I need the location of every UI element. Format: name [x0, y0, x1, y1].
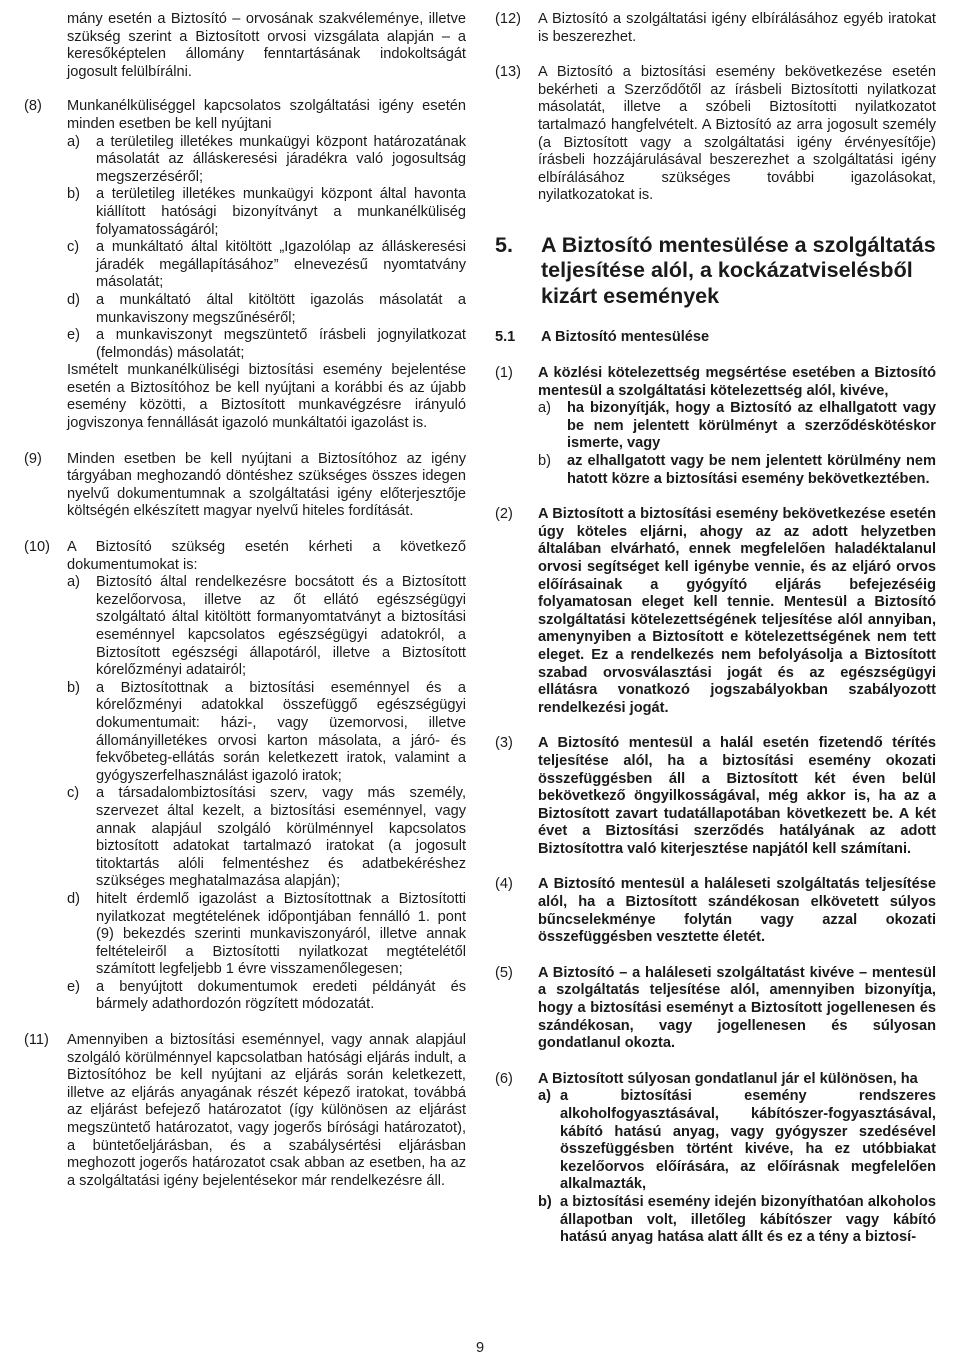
- section-11: [24, 1032, 466, 1190]
- section-number: (11): [24, 1032, 49, 1049]
- clause-1: [495, 365, 936, 488]
- item-letter: a): [538, 1088, 551, 1105]
- clause-text: A Biztosító – a haláleseti szolgáltatást kivéve – mentesül a szolgáltatás teljesítése alól, amennyiben bizonyítja, hogy a biztosítási eseményt a Biztosított jogellenesen és szándékosan, vagy jogellenesen és súlyosan gondatlanul okozta.: [538, 964, 936, 1052]
- item-letter: a): [67, 133, 80, 150]
- clause-number: (1): [495, 365, 513, 382]
- item-text: az elhallgatott vagy be nem jelentett körülmény nem hatott közre a biztosítási esemény bekövetkeztében.: [567, 453, 936, 487]
- section-after-text: Ismételt munkanélküliségi biztosítási esemény bejelentése esetén a Biztosítóhoz be kell nyújtani a korábbi és az újabb esemény közötti, a Biztosított munkavégzésre irányuló jogviszonya fennállását igazoló munkáltatói igazolást is.: [67, 362, 466, 432]
- list-item: [67, 785, 466, 891]
- item-letter: b): [67, 679, 80, 696]
- section-text: A Biztosító szükség esetén kérheti a következő dokumentumokat is:: [67, 539, 466, 573]
- list-item: [67, 292, 466, 327]
- section-text: Munkanélküliséggel kapcsolatos szolgáltatási igény esetén minden esetben be kell nyújtani: [67, 98, 466, 132]
- left-column: [24, 11, 466, 1190]
- list-item: [67, 891, 466, 979]
- item-letter: c): [67, 785, 80, 802]
- section-12: [495, 11, 936, 46]
- item-letter: d): [67, 890, 80, 907]
- list-item: [538, 1194, 936, 1247]
- section-text: A Biztosító a szolgáltatási igény elbírálásához egyéb iratokat is beszerezhet.: [538, 11, 936, 45]
- item-text: ha bizonyítják, hogy a Biztosító az elhallgatott vagy be nem jelentett körülményt a szerződéskötéskor ismerte, vagy: [567, 400, 936, 452]
- section-13: [495, 64, 936, 205]
- list-item: [67, 574, 466, 680]
- list-item: [538, 1088, 936, 1194]
- list-item: [67, 239, 466, 292]
- item-text: hitelt érdemlő igazolást a Biztosítottnak a Biztosítotti nyilatkozat megtételének időpontjában fennálló 1. pont (9) bekezdés szerinti munkaviszonyáról, illetve annak feltételeiről a Biztosítotti nyilatkozat megtételétől számított legfeljebb 1 évre visszamenőlegesen;: [96, 890, 466, 978]
- clause-number: (4): [495, 876, 513, 893]
- clause-text: A Biztosító mentesül a haláleseti szolgáltatás teljesítése alól, ha a Biztosított szándékosan elkövetett súlyos bűncselekménye folytán vagy azzal okozati összefüggésben vesztette életét.: [538, 876, 936, 946]
- item-letter: a): [538, 400, 551, 417]
- item-text: a területileg illetékes munkaügyi központ által havonta kiállított hatósági bizonyítványt a munkanélküliség folyamatosságáról;: [96, 186, 466, 238]
- item-text: a munkáltató által kitöltött „Igazolólap az álláskeresési járadék megállapításához” elnevezésű nyomtatvány másolatát;: [96, 239, 466, 291]
- clause-text: A Biztosított súlyosan gondatlanul jár el különösen, ha: [538, 1070, 918, 1087]
- subsection-heading: [495, 329, 936, 347]
- item-letter: c): [67, 239, 80, 256]
- list-item: [67, 327, 466, 362]
- clause-text: A Biztosított a biztosítási esemény bekövetkezése esetén úgy köteles eljárni, ahogy az az adott helyzetben általában elvárható, ennek megfelelően haladéktalanul orvosi segítséget kell igénybe vennie, és az eljáró orvos előírásainak a gyógyító eljárás befejezéséig folyamatosan eleget kell tennie. Mentesül a Biztosító szolgáltatási kötelezettségének teljesítése alól annyiban, amenynyiben a Biztosított e kötelezettségének nem tett eleget. Ez a rendelkezés nem befolyásolja a Biztosított szabad orvosválasztási jogát és az egészségügyi ellátásra vonatkozó jogszabályokban szabályozott rendelkezési jogát.: [538, 506, 936, 716]
- section-text: Minden esetben be kell nyújtani a Biztosítóhoz az igény tárgyában meghozandó döntéshez szükséges összes idegen nyelvű dokumentumnak a szolgáltatási igény előterjesztője költségén elkészített magyar nyelvű hiteles fordítását.: [67, 450, 466, 520]
- item-text: a Biztosítottnak a biztosítási eseménnyel és a kórelőzményi adatokkal összefüggő egészségügyi dokumentumait: házi-, vagy üzemorvosi, illetve állományilletékes orvosi karton másolata, a járó- és fekvőbeteg-ellátás során keletkezett iratok, valamint a gyógyszerfelhasználást igazoló iratok;: [96, 679, 466, 784]
- chapter-number: 5.: [495, 232, 513, 257]
- item-text: a biztosítási esemény rendszeres alkoholfogyasztásával, kábítószer-fogyasztásával, kábító hatású anyag, vagy gyógyszer szedésével összefüggésben történt kivéve, ha ez utóbbiakat kezelőorvos előírására, az előírásnak megfelelően alkalmazták,: [560, 1088, 936, 1193]
- section-number: (13): [495, 64, 521, 81]
- section-number: (8): [24, 98, 42, 115]
- section-number: (10): [24, 539, 50, 556]
- clause-number: (6): [495, 1070, 513, 1087]
- list-item: [67, 134, 466, 187]
- item-text: a területileg illetékes munkaügyi központ határozatának másolatát az álláskeresési járadékra való jogosultság megszerzéséről;: [96, 133, 466, 185]
- section-text: Amennyiben a biztosítási eseménnyel, vagy annak alapjául szolgáló körülménnyel kapcsolatban hatósági eljárás indult, a Biztosítóhoz be kell nyújtani az eljárás során keletkezett, illetve az eljárás anyagának részét képező iratokat, továbbá az eljárást befejező határozatot (így különösen az eljárást megszüntető határozatot, vagy jogerős bírósági határozatot), a büntetőeljárásban, és a szabálysértési eljárásban meghozott jogerős határozatot csak abban az esetben, ha az a szolgáltatási igény bejelentésekor már rendelkezésre áll.: [67, 1032, 466, 1189]
- item-letter: a): [67, 574, 80, 591]
- section-9: [24, 451, 466, 521]
- clause-4: [495, 876, 936, 946]
- item-text: a benyújtott dokumentumok eredeti példányát és bármely adathordozón rögzített módozatát.: [96, 978, 466, 1013]
- clause-number: (3): [495, 735, 513, 752]
- item-letter: b): [538, 1193, 552, 1210]
- item-letter: e): [67, 978, 80, 995]
- clause-number: (2): [495, 506, 513, 523]
- clause-5: [495, 965, 936, 1053]
- item-letter: d): [67, 291, 80, 308]
- item-text: Biztosító által rendelkezésre bocsátott és a Biztosított kezelőorvosa, illetve az őt ellátó egészségügyi szolgáltató által kitöltött formanyomtatványt a biztosítási eseménnyel kapcsolatos egészségügyi adatokról, a Biztosított egészségi állapotáról, illetve a Biztosított kórelőzményi adatairól;: [96, 574, 466, 679]
- paragraph-intro: [24, 11, 466, 81]
- section-number: (12): [495, 11, 521, 27]
- clause-2: [495, 506, 936, 717]
- clause-text: A közlési kötelezettség megsértése esetében a Biztosító mentesül a szolgáltatási kötelezettség alól, kivéve,: [538, 365, 936, 399]
- list-item: [67, 680, 466, 786]
- clause-number: (5): [495, 964, 513, 981]
- list-item: [538, 453, 936, 488]
- chapter-heading: [495, 233, 936, 310]
- right-column: [495, 11, 936, 1247]
- item-text: a munkáltató által kitöltött igazolás másolatát a munkaviszony megszűnéséről;: [96, 291, 466, 326]
- subsection-title: A Biztosító mentesülése: [541, 329, 710, 346]
- list-item: [67, 979, 466, 1014]
- item-text: a társadalombiztosítási szerv, vagy más személy, szervezet által kezelt, a biztosítási eseménnyel, vagy annak alapjául szolgáló körülménnyel kapcsolatos biztosított adatokat tartalmazó iratokat (a jogosult titoktartás alóli felmentéshez és adatbekéréshez szükséges meghatalmazása alapján);: [96, 785, 466, 890]
- chapter-title: A Biztosító mentesülése a szolgáltatás teljesítése alól, a kockázatviselésből kizárt események: [541, 232, 936, 308]
- section-number: (9): [24, 450, 42, 467]
- section-10: [24, 539, 466, 1014]
- list-item: [538, 400, 936, 453]
- item-text: a biztosítási esemény idején bizonyíthatóan alkoholos állapotban volt, illetőleg kábítószer vagy kábító hatású anyag hatása alatt állt és ez a tény a biztosí-: [560, 1193, 936, 1246]
- clause-6: [495, 1071, 936, 1247]
- list-item: [67, 186, 466, 239]
- item-text: a munkaviszonyt megszüntető írásbeli jognyilatkozat (felmondás) másolatát;: [96, 327, 466, 361]
- clause-text: A Biztosító mentesül a halál esetén fizetendő térítés teljesítése alól, ha a biztosítási esemény okozati összefüggésben áll a Biztosított két éven belül bekövetkező öngyilkosságával, még akkor is, ha az a Biztosított zavart tudatállapotában következett be. A két évet a Biztosítási szerződés hatályának az adott Biztosítottra való kiterjesztése napjától kell számítani.: [538, 735, 936, 857]
- subsection-number: 5.1: [495, 329, 516, 346]
- item-letter: e): [67, 327, 80, 344]
- item-letter: b): [67, 186, 80, 203]
- section-8: [24, 98, 466, 432]
- section-text: A Biztosító a biztosítási esemény bekövetkezése esetén bekérheti a Szerződőtől az írásbeli Biztosítotti nyilatkozat másolatát, illetve a szóbeli Biztosítotti nyilatkozatot tartalmazó hangfelvételt. A Biztosító az arra jogosult személy (a Biztosított vagy a szolgáltatási igény érvényesítője) írásbeli hozzájárulásával beszerezhet a szolgáltatási igény elbírálásához szükséges további igazolásokat, nyilatkozatokat is.: [538, 64, 936, 204]
- item-letter: b): [538, 453, 551, 469]
- intro-text: mány esetén a Biztosító – orvosának szakvéleménye, illetve szükség szerint a Biztosított orvosi vizsgálata alapján – a keresőképtelen állomány fenntartásának indokoltságát jogosult felülbírálni.: [67, 11, 466, 80]
- clause-3: [495, 735, 936, 858]
- page-number: 9: [475, 1340, 485, 1356]
